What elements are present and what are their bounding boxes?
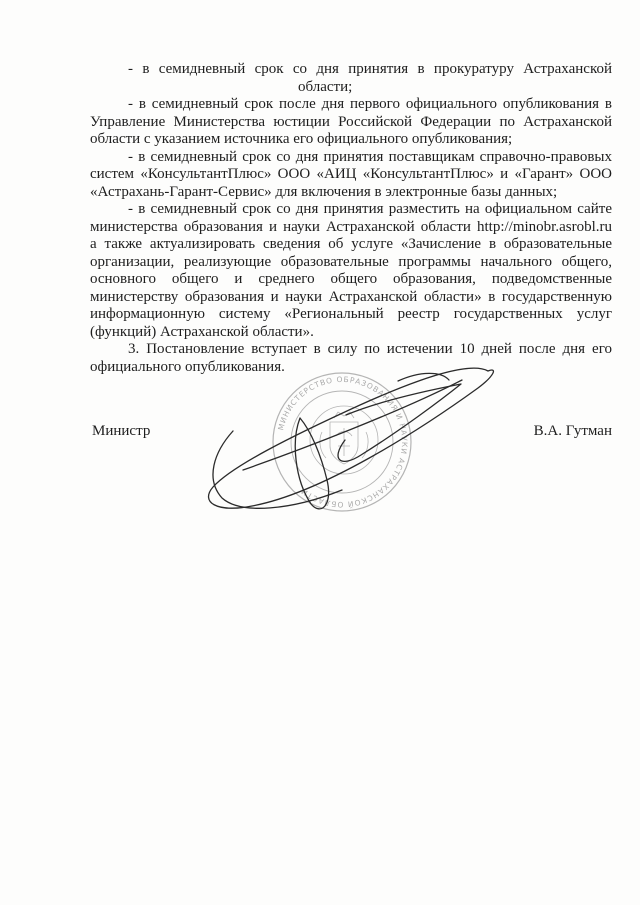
text-line: «Астрахань-Гарант-Сервис» для включения в электронные базы данных; xyxy=(90,183,558,200)
signatory-name: В.А. Гутман xyxy=(533,423,612,439)
text-line: министерству образования и науки Астраханской области» в государственную xyxy=(90,288,612,305)
seal-emblem-icon xyxy=(320,412,368,464)
text-line: - в семидневный срок после дня первого официального опубликования в xyxy=(128,96,612,112)
text-line: - в семидневный срок со дня принятия поставщикам справочно-правовых xyxy=(128,148,612,165)
text-line: - в семидневный срок со дня принятия в прокуратуру Астраханской xyxy=(128,61,612,77)
text-line: 3. Постановление вступает в силу по истечении 10 дней после дня его xyxy=(128,341,612,357)
text-line: официального опубликования. xyxy=(90,358,285,375)
text-line: основного общего и среднего общего образования, подведомственные xyxy=(90,271,612,287)
text-line: информационную систему «Региональный реестр государственных услуг xyxy=(90,306,612,322)
signatory-position: Министр xyxy=(92,423,151,439)
document-body xyxy=(90,61,612,376)
text-line: систем «КонсультантПлюс» ООО «АИЦ «КонсультантПлюс» и «Гарант» ООО xyxy=(90,166,612,182)
text-line: организации, реализующие образовательные программы начального общего, xyxy=(90,253,612,270)
seal-text: МИНИСТЕРСТВО ОБРАЗОВАНИЯ И НАУКИ АСТРАХАНСКОЙ ОБЛАСТИ xyxy=(276,374,410,510)
seal-emblem-ring xyxy=(310,406,378,474)
seal-outer-ring xyxy=(273,373,411,511)
text-line: Управление Министерства юстиции Российской Федерации по Астраханской xyxy=(90,113,612,130)
text-line: области с указанием источника его официального опубликования; xyxy=(90,131,513,147)
text-line: - в семидневный срок со дня принятия разместить на официальном сайте xyxy=(128,201,612,217)
svg-text:МИНИСТЕРСТВО ОБРАЗОВАНИЯ И НАУ xyxy=(276,375,409,509)
text-line: (функций) Астраханской области». xyxy=(90,323,314,340)
text-line-url: министерства образования и науки Астраханской области http://minobr.asrobl.ru xyxy=(90,218,612,235)
text-line: а также актуализировать сведения об услуге «Зачисление в образовательные xyxy=(90,236,612,252)
text-line: области; xyxy=(298,78,353,95)
seal-inner-ring xyxy=(291,391,393,493)
